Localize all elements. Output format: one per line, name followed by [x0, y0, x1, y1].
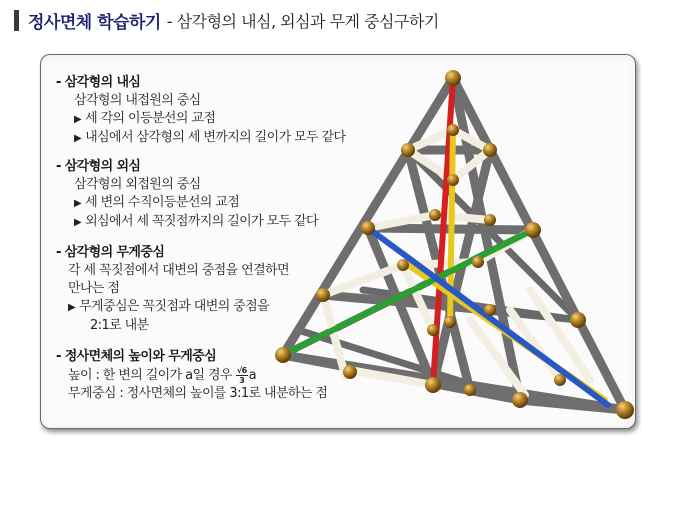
circumcenter-definition: 삼각형의 외접원의 중심	[74, 177, 201, 192]
bullet-triangle-icon: ▶	[74, 198, 82, 209]
bullet-triangle-icon: ▶	[74, 217, 82, 228]
centroid-bullet-1: ▶ 무게중심은 꼭짓점과 대변의 중점을	[68, 299, 270, 314]
page-title: 정사면체 학습하기	[28, 13, 161, 33]
sqrt6-over-3-fraction: $\frac{√6}{3}$	[236, 366, 247, 385]
centroid-definition-1: 각 세 꼭짓점에서 대변의 중점을 연결하면	[68, 263, 289, 278]
circumcenter-section	[56, 158, 318, 232]
bullet-triangle-icon: ▶	[68, 302, 76, 313]
centroid-definition-2: 만나는 점	[68, 281, 120, 296]
circumcenter-title: - 삼각형의 외심	[56, 159, 141, 174]
page-subtitle: - 삼각형의 내심, 외심과 무게 중심구하기	[166, 12, 439, 31]
page-header	[14, 8, 439, 33]
tetrahedron-centroid: 무게중심 : 정사면체의 높이를 3:1로 내분하는 점	[68, 386, 328, 401]
centroid-section	[56, 244, 289, 335]
incenter-definition: 삼각형의 내접원의 중심	[74, 93, 201, 108]
centroid-bullet-1-cont: 2:1로 내분	[90, 318, 149, 333]
tetrahedron-title: - 정사면체의 높이와 무게중심	[56, 349, 217, 364]
incenter-section	[56, 74, 345, 148]
incenter-title: - 삼각형의 내심	[56, 75, 141, 90]
centroid-title: - 삼각형의 무게중심	[56, 245, 165, 260]
header-marker	[14, 10, 19, 31]
bullet-triangle-icon: ▶	[74, 114, 82, 125]
tetrahedron-height: 높이 : 한 변의 길이가 a일 경우 $\frac{√6}{3}$ a	[68, 366, 256, 385]
circumcenter-bullet-1: ▶ 세 변의 수직이등분선의 교점	[74, 195, 240, 210]
circumcenter-bullet-2: ▶ 외심에서 세 꼭짓점까지의 길이가 모두 같다	[74, 214, 318, 229]
incenter-bullet-1: ▶ 세 각의 이등분선의 교점	[74, 111, 216, 126]
tetrahedron-section	[56, 348, 327, 403]
incenter-bullet-2: ▶ 내심에서 삼각형의 세 변까지의 길이가 모두 같다	[74, 130, 346, 145]
bullet-triangle-icon: ▶	[74, 133, 82, 144]
